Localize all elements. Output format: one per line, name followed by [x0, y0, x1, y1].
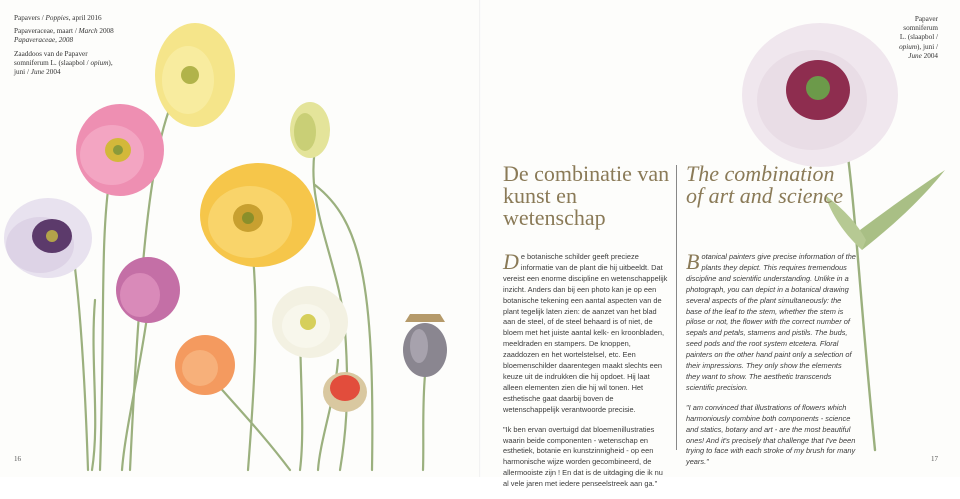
- white-poppy: [272, 286, 348, 358]
- dutch-quote: "Ik ben ervan overtuigd dat bloemenillustraties waarin beide componenten - wetenschap en esthetiek, botanie en kunstzinnigheid - op een harmonische wijze worden gecombineerd, de allermooiste zijn ! En dat is de uitdaging die ik nu al vele jaren met iedere penseelstreek aan ga.": [503, 424, 663, 489]
- pink-poppy: [76, 104, 164, 196]
- book-gutter: [479, 0, 481, 477]
- english-column: [686, 249, 856, 477]
- english-quote: "I am convinced that illustrations of flowers which harmoniously combine both components - science and statics, botany and art - are the most beautiful ones! And it's precisely that challenge that I've been trying to face with each stroke of my brush for many years.": [686, 402, 856, 467]
- caption-line: Papaveraceae, 2008: [14, 36, 74, 45]
- orange-poppy: [200, 163, 316, 267]
- yellow-poppy-top: [155, 23, 235, 127]
- page-number-left: 16: [14, 455, 21, 463]
- drop-cap: D: [503, 249, 519, 274]
- poppy-seed-pod: [403, 314, 447, 377]
- caption-line: somniferum L. (slaapbol / opium),: [14, 58, 113, 67]
- caption-line: juni / June 2004: [14, 68, 61, 77]
- caption-line: L. (slaapbol /: [899, 33, 938, 42]
- red-bud: [323, 372, 367, 412]
- dutch-paragraph-1: De botanische schilder geeft precieze informatie van de plant die hij uitbeeldt. Dat vereist een enorme discipline en wetenschappelijk inzicht. Anders dan bij een photo kan je op een botanische tekening een aantal aspecten van de plant tegelijk laten zien: de aanzet van het blad aan de steel, of de steel behaard is of niet, de bloem met het juiste aantal kelk- en kroonbladen, meeldraden en stampers. De knoppen, zaaddozen en het wortelstelsel, etc. Een bloemenschilder daarentegen maakt slechts een keuze uit de indrukken die hij opdoet. Hij laat alleen elementen zien die hij wil tonen. Het esthetische gaat daarbij boven de wetenschappelijk verantwoorde precisie.: [503, 249, 668, 414]
- column-divider: [676, 165, 677, 450]
- heading-english: The combination of art and science: [686, 161, 844, 208]
- left-caption: [14, 14, 134, 77]
- caption-line: Zaaddoos van de Papaver: [14, 49, 88, 58]
- caption-line: Papaver: [914, 15, 938, 23]
- caption-line: somniferum: [903, 24, 938, 33]
- small-orange-poppy: [175, 335, 235, 395]
- english-paragraph-1: Botanical painters give precise information of the plants they depict. This requires tremendous discipline and scientific understanding. Unlike in a photograph, you can depict in a botanical drawing several aspects of the plant simultaneously: the base of the leaf to the stem, whether the stem is pilose or not, the flower with the correct number of sepals and petals, stamens and pistils. The buds, seed pods and the root system etcetera. Floral painters on the other hand paint only a selection of their impressions. They only show the elements they want to show. The aesthetic transcends scientific precision.: [686, 249, 856, 392]
- drop-cap: B: [686, 249, 700, 274]
- caption-line: opium), juni /: [899, 42, 938, 51]
- caption-line: Papaveraceae, maart / March 2008: [14, 27, 114, 36]
- green-bud: [290, 102, 330, 158]
- caption-line: Papavers / Poppies, april 2016: [14, 14, 102, 22]
- page-number-right: 17: [931, 455, 938, 463]
- heading-dutch: De combinatie van kunst en wetenschap: [503, 161, 670, 230]
- caption-line: June 2004: [908, 51, 938, 60]
- right-caption: [868, 15, 938, 61]
- purple-poppy: [116, 257, 180, 323]
- dutch-column: [503, 249, 668, 499]
- white-purple-poppy: [4, 198, 92, 278]
